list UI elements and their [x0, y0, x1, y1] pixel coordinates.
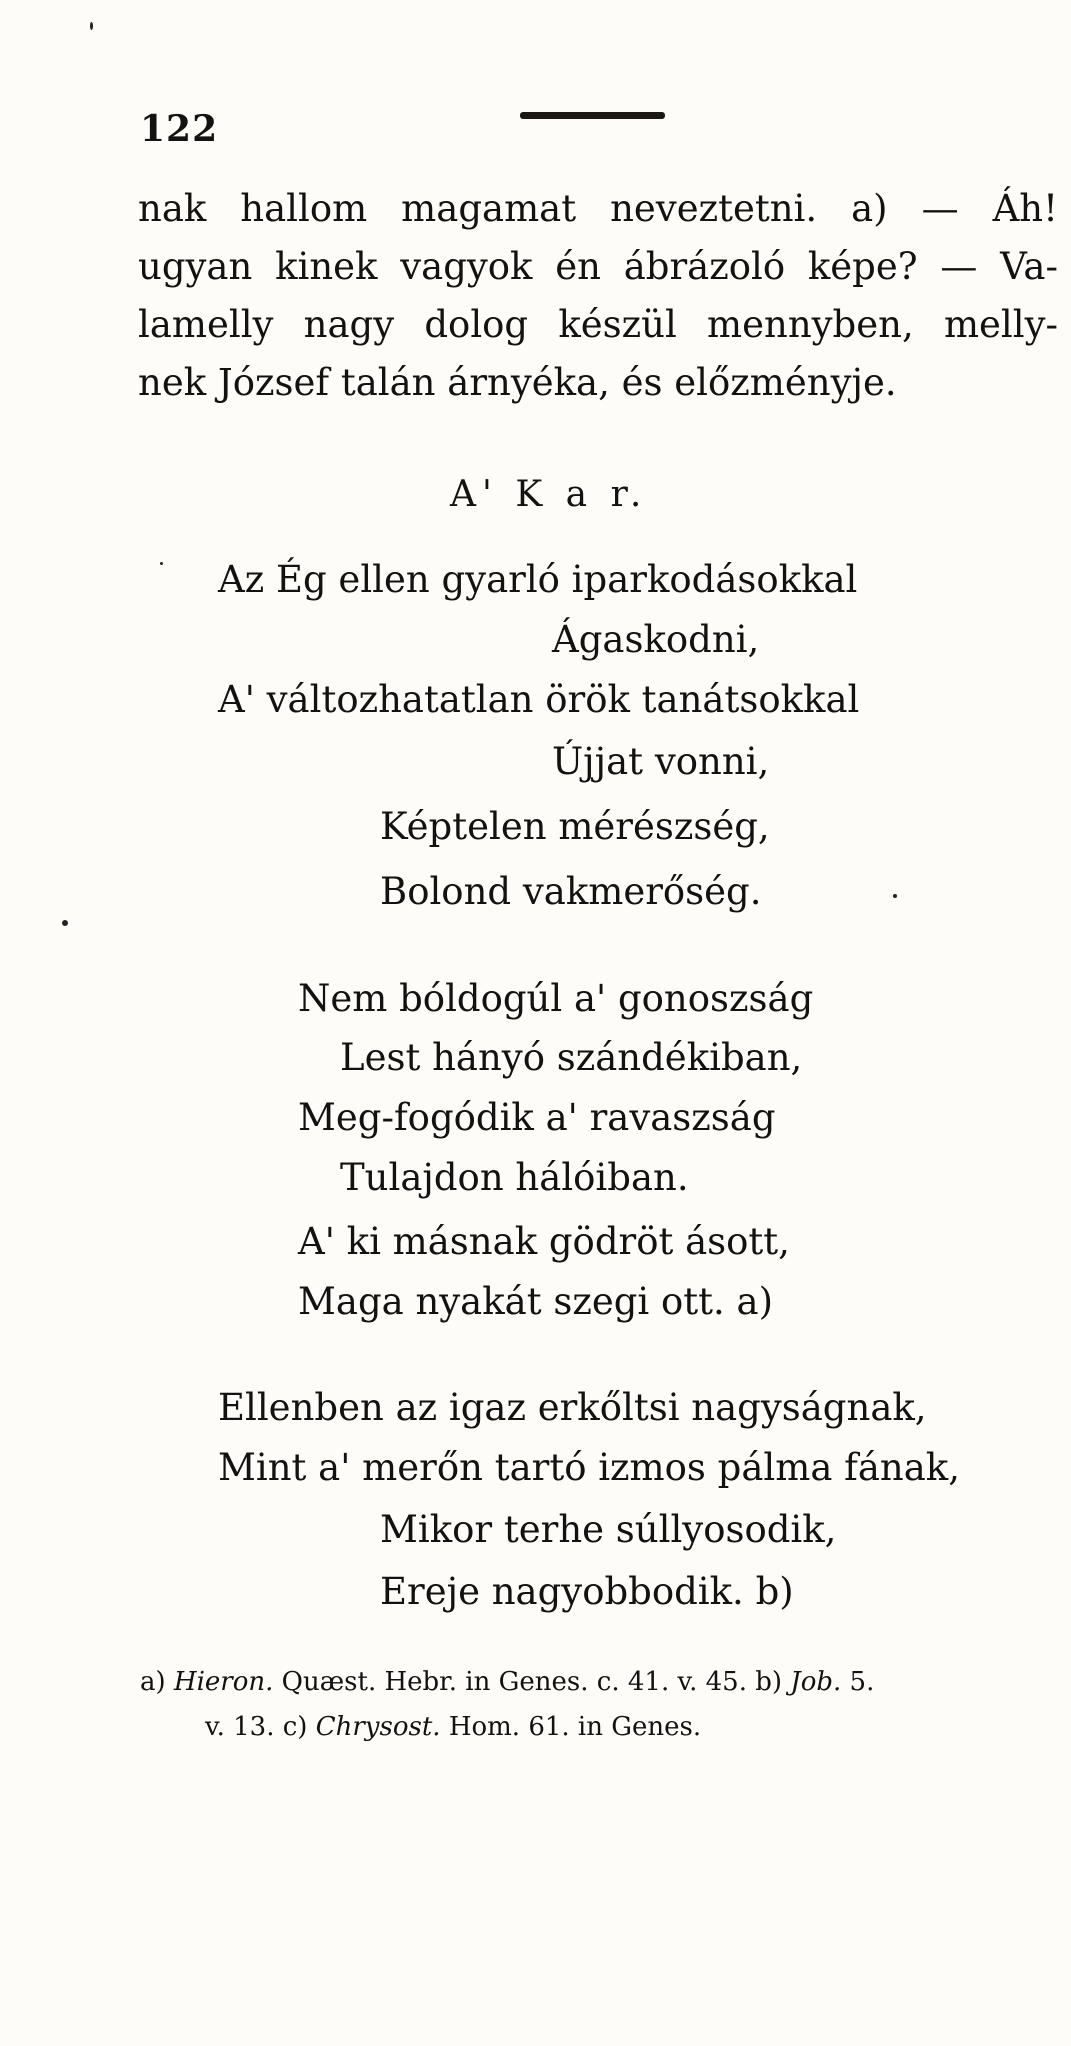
prose-line: ugyan kinek vagyok én ábrázoló képe? — Va-	[138, 245, 1058, 288]
verse-line: Lest hányó szándékiban,	[340, 1036, 803, 1079]
verse-line: A' változhatatlan örök tanátsokkal	[218, 678, 860, 721]
footnote-author: Hieron.	[173, 1667, 274, 1697]
verse-line: Ellenben az igaz erkőltsi nagyságnak,	[218, 1386, 927, 1429]
footnote-line	[140, 1665, 874, 1699]
verse-line: Tulajdon hálóiban.	[340, 1156, 689, 1199]
section-heading: A' K a r.	[450, 474, 648, 515]
footnote-reference: Quæst. Hebr. in Genes. c. 41. v. 45.	[281, 1667, 747, 1697]
page-number: 122	[140, 108, 219, 150]
verse-line: Ereje nagyobbodik. b)	[380, 1570, 794, 1613]
print-speck	[62, 920, 68, 926]
verse-line: A' ki másnak gödröt ásott,	[298, 1220, 790, 1263]
footnote-reference: Hom. 61. in Genes.	[448, 1712, 702, 1742]
footnote-reference: v. 13.	[205, 1712, 275, 1742]
header-rule	[520, 112, 665, 119]
verse-line: Maga nyakát szegi ott. a)	[298, 1280, 774, 1323]
verse-line: Mint a' merőn tartó izmos pálma fának,	[218, 1446, 960, 1489]
footnote-author: Job.	[790, 1667, 842, 1697]
prose-line: nek József talán árnyéka, és előzményje.	[138, 361, 897, 404]
prose-line: nak hallom magamat neveztetni. a) — Áh!	[138, 187, 1058, 230]
verse-line: Bolond vakmerőség.	[380, 870, 762, 913]
verse-line: Képtelen mérészség,	[380, 805, 770, 848]
print-speck	[160, 562, 163, 565]
verse-line: Mikor terhe súllyosodik,	[380, 1508, 837, 1551]
verse-line: Meg-fogódik a' ravaszság	[298, 1096, 776, 1139]
footnote-marker: a)	[140, 1667, 166, 1697]
print-speck	[90, 22, 93, 30]
footnote-line	[205, 1710, 701, 1744]
prose-line: lamelly nagy dolog készül mennyben, melly-	[138, 303, 1058, 346]
footnote-marker: c)	[282, 1712, 308, 1742]
footnote-reference: 5.	[849, 1667, 875, 1697]
verse-line: Újjat vonni,	[552, 740, 770, 783]
verse-line: Az Ég ellen gyarló iparkodásokkal	[218, 558, 858, 601]
print-speck	[893, 894, 897, 898]
footnote-author: Chrysost.	[315, 1712, 441, 1742]
verse-line: Nem bóldogúl a' gonoszság	[298, 977, 814, 1020]
verse-line: Ágaskodni,	[552, 618, 760, 661]
footnote-marker: b)	[755, 1667, 783, 1697]
